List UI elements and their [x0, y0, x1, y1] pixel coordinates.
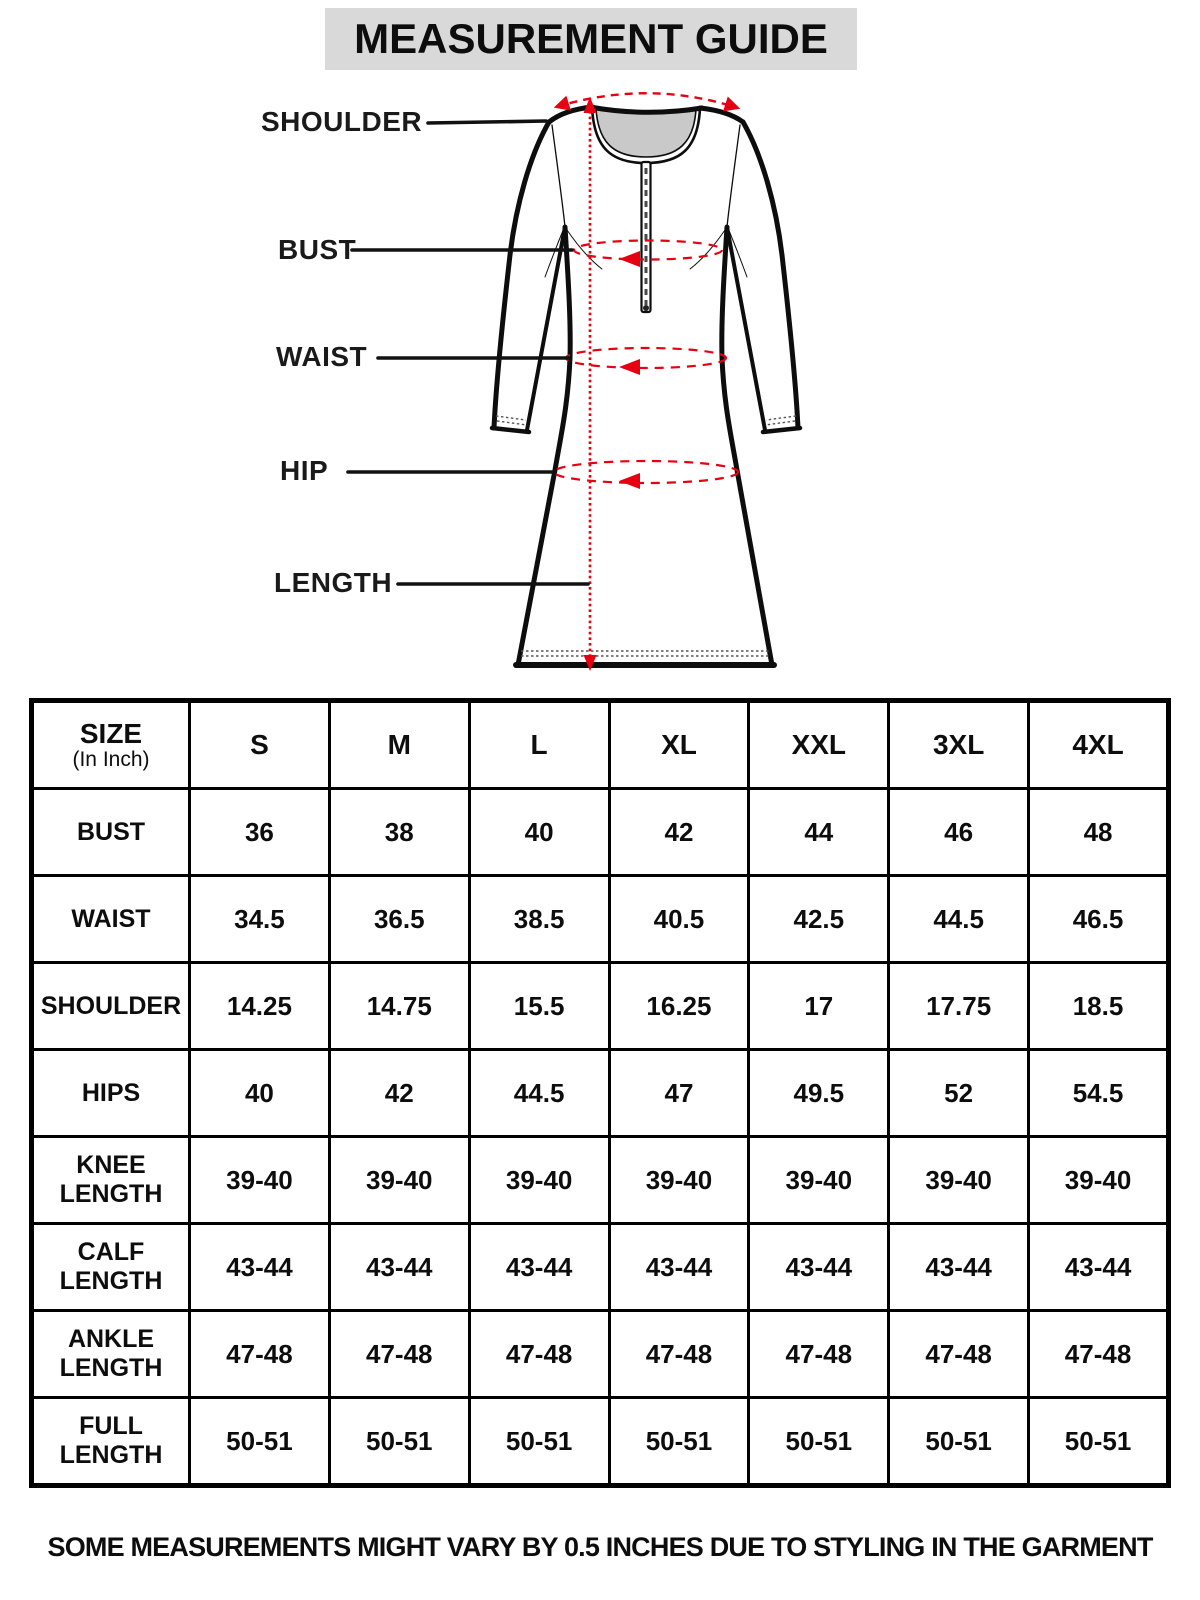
- cell-value: 47-48: [609, 1311, 749, 1398]
- size-header-unit: (In Inch): [72, 748, 150, 772]
- table-row: [32, 1398, 1169, 1486]
- table-row: [32, 789, 1169, 876]
- cell-value: 14.75: [329, 963, 469, 1050]
- size-header-label: SIZE: [79, 717, 143, 749]
- table-row: [32, 876, 1169, 963]
- row-label: HIPS: [32, 1050, 190, 1137]
- cell-value: 36: [190, 789, 330, 876]
- cell-value: 44.5: [469, 1050, 609, 1137]
- size-col-header: 4XL: [1029, 701, 1169, 789]
- cell-value: 47-48: [190, 1311, 330, 1398]
- cell-value: 40: [190, 1050, 330, 1137]
- cell-value: 44: [749, 789, 889, 876]
- cell-value: 40.5: [609, 876, 749, 963]
- table-row: [32, 1137, 1169, 1224]
- cell-value: 50-51: [609, 1398, 749, 1486]
- table-row: [32, 1050, 1169, 1137]
- bust-label: BUST: [278, 234, 357, 265]
- cell-value: 43-44: [190, 1224, 330, 1311]
- row-label: WAIST: [32, 876, 190, 963]
- length-label: LENGTH: [274, 567, 393, 598]
- cell-value: 47-48: [749, 1311, 889, 1398]
- cell-value: 43-44: [609, 1224, 749, 1311]
- cell-value: 18.5: [1029, 963, 1169, 1050]
- row-label: ANKLE LENGTH: [32, 1311, 190, 1398]
- cell-value: 42: [329, 1050, 469, 1137]
- row-label: SHOULDER: [32, 963, 190, 1050]
- row-label: FULL LENGTH: [32, 1398, 190, 1486]
- size-col-header: S: [190, 701, 330, 789]
- cell-value: 50-51: [1029, 1398, 1169, 1486]
- cell-value: 39-40: [190, 1137, 330, 1224]
- cell-value: 43-44: [889, 1224, 1029, 1311]
- cell-value: 39-40: [609, 1137, 749, 1224]
- cell-value: 14.25: [190, 963, 330, 1050]
- cell-value: 47-48: [889, 1311, 1029, 1398]
- size-table: [29, 698, 1171, 1488]
- cell-value: 17: [749, 963, 889, 1050]
- cell-value: 16.25: [609, 963, 749, 1050]
- hip-arrow-icon: [619, 473, 640, 489]
- hip-label: HIP: [280, 455, 329, 486]
- waist-arrow-icon: [619, 359, 640, 375]
- cell-value: 42: [609, 789, 749, 876]
- bust-arrow-icon: [619, 251, 640, 267]
- cell-value: 40: [469, 789, 609, 876]
- cell-value: 47: [609, 1050, 749, 1137]
- cell-value: 47-48: [1029, 1311, 1169, 1398]
- hip-ellipse: [554, 461, 738, 483]
- cell-value: 54.5: [1029, 1050, 1169, 1137]
- cell-value: 39-40: [329, 1137, 469, 1224]
- cell-value: 50-51: [889, 1398, 1029, 1486]
- cell-value: 46.5: [1029, 876, 1169, 963]
- shoulder-label: SHOULDER: [261, 106, 423, 137]
- row-label: BUST: [32, 789, 190, 876]
- button-placket: [642, 162, 651, 312]
- page-title: MEASUREMENT GUIDE: [354, 15, 828, 62]
- table-header-row: [32, 701, 1169, 789]
- cell-value: 50-51: [329, 1398, 469, 1486]
- cell-value: 50-51: [469, 1398, 609, 1486]
- row-label: KNEE LENGTH: [32, 1137, 190, 1224]
- garment-diagram: [0, 75, 1200, 675]
- cell-value: 17.75: [889, 963, 1029, 1050]
- size-col-header: XL: [609, 701, 749, 789]
- row-label: CALF LENGTH: [32, 1224, 190, 1311]
- table-row: [32, 1311, 1169, 1398]
- label-pointer-lines: [348, 121, 588, 584]
- cell-value: 43-44: [329, 1224, 469, 1311]
- cell-value: 39-40: [1029, 1137, 1169, 1224]
- cell-value: 44.5: [889, 876, 1029, 963]
- cell-value: 46: [889, 789, 1029, 876]
- footnote: SOME MEASUREMENTS MIGHT VARY BY 0.5 INCHES DUE TO STYLING IN THE GARMENT: [47, 1532, 1153, 1562]
- cell-value: 43-44: [469, 1224, 609, 1311]
- cell-value: 42.5: [749, 876, 889, 963]
- cell-value: 50-51: [190, 1398, 330, 1486]
- cell-value: 47-48: [469, 1311, 609, 1398]
- cell-value: 15.5: [469, 963, 609, 1050]
- cell-value: 48: [1029, 789, 1169, 876]
- cell-value: 49.5: [749, 1050, 889, 1137]
- cell-value: 43-44: [749, 1224, 889, 1311]
- measurement-arrowheads: [584, 97, 641, 671]
- cell-value: 38: [329, 789, 469, 876]
- waist-label: WAIST: [276, 341, 368, 372]
- cell-value: 34.5: [190, 876, 330, 963]
- table-row: [32, 1224, 1169, 1311]
- size-col-header: M: [329, 701, 469, 789]
- cell-value: 39-40: [749, 1137, 889, 1224]
- shoulder-pointer-line: [428, 121, 546, 123]
- size-col-header: XXL: [749, 701, 889, 789]
- cell-value: 43-44: [1029, 1224, 1169, 1311]
- cell-value: 39-40: [889, 1137, 1029, 1224]
- cell-value: 38.5: [469, 876, 609, 963]
- cell-value: 47-48: [329, 1311, 469, 1398]
- cell-value: 50-51: [749, 1398, 889, 1486]
- size-col-header: L: [469, 701, 609, 789]
- cell-value: 52: [889, 1050, 1029, 1137]
- cell-value: 36.5: [329, 876, 469, 963]
- size-col-header: 3XL: [889, 701, 1029, 789]
- size-header-cell: [32, 701, 190, 789]
- table-row: [32, 963, 1169, 1050]
- title-banner: [325, 8, 857, 70]
- cell-value: 39-40: [469, 1137, 609, 1224]
